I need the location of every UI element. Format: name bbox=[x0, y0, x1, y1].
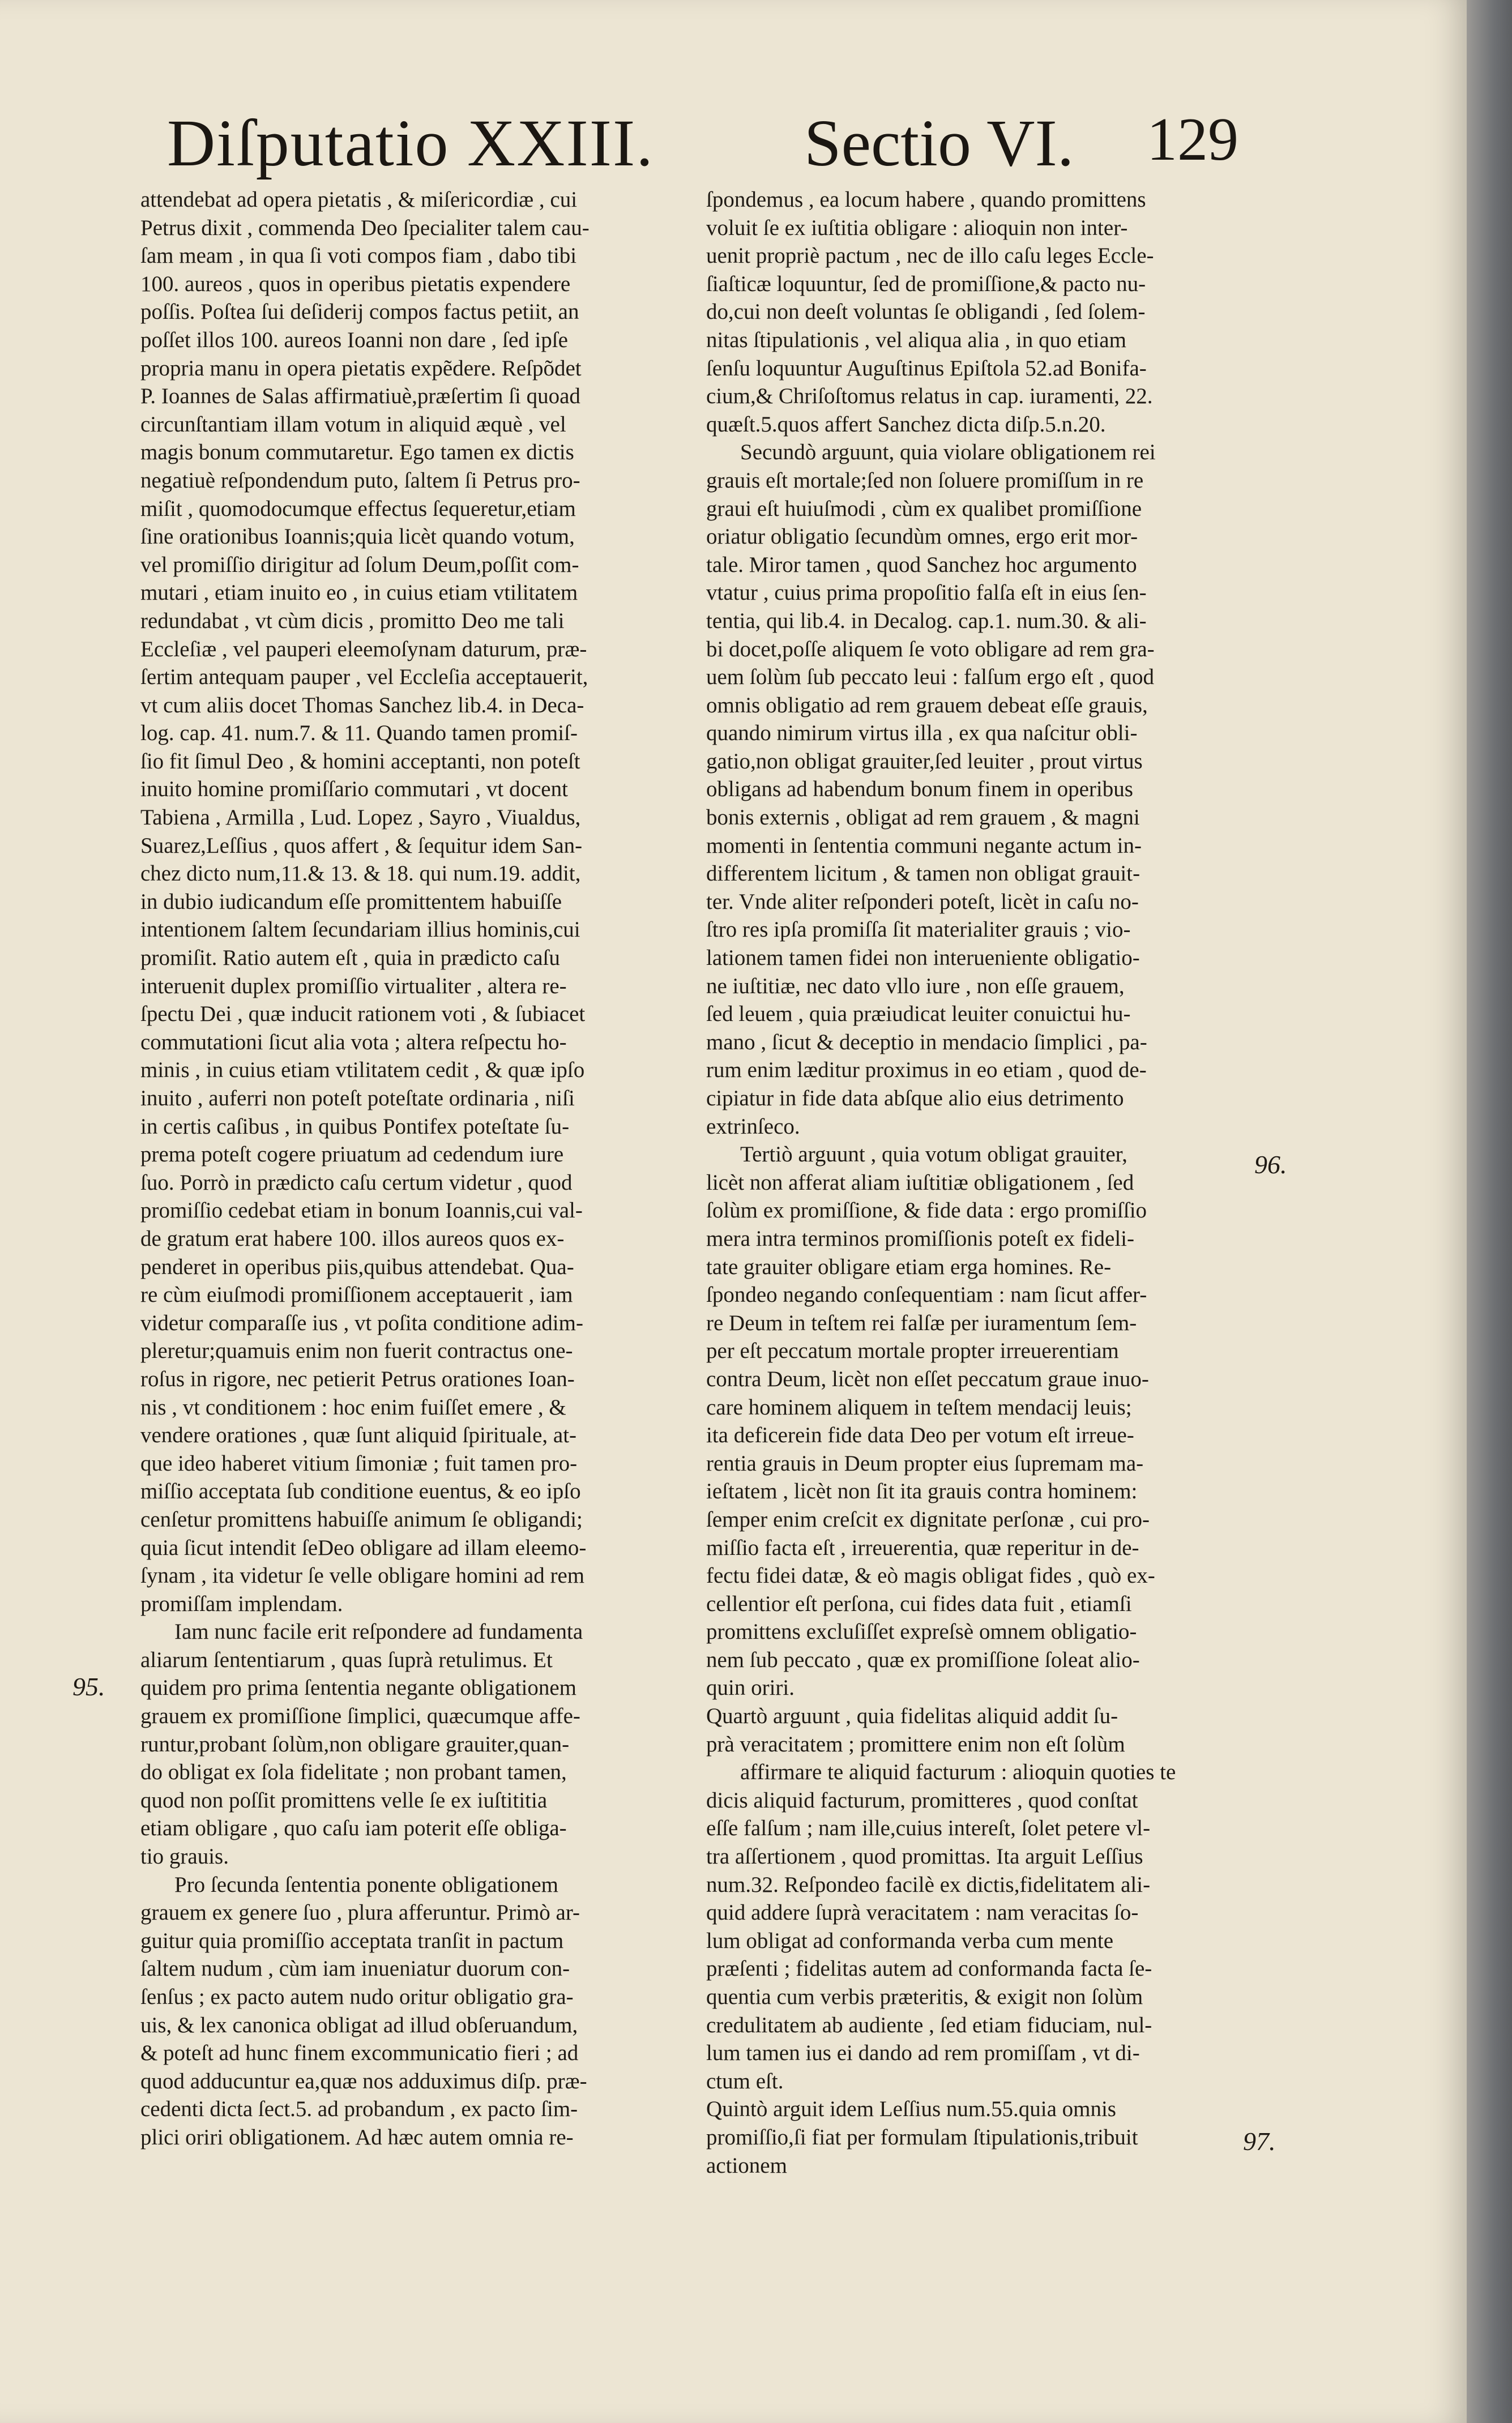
text-line: mera intra terminos promiſſionis poteſt ex fideli- bbox=[706, 1226, 1134, 1251]
text-line: poſſis. Poſtea ſui deſiderij compos factus petiit, an bbox=[140, 300, 579, 324]
text-line: quia ſicut intendit ſeDeo obligare ad illam eleemo- bbox=[140, 1535, 587, 1560]
right-text-column bbox=[706, 186, 1221, 2180]
text-line: contra Deum, licèt non eſſet peccatum graue inuo- bbox=[706, 1366, 1149, 1391]
text-line: chez dicto num,11.& 13. & 18. qui num.19. addit, bbox=[140, 861, 581, 886]
text-line: de gratum erat habere 100. illos aureos quos ex- bbox=[140, 1226, 565, 1251]
running-head-sectio: Sectio VI. bbox=[804, 106, 1074, 180]
text-line: quod adducuntur ea,quæ nos adduximus diſp. præ- bbox=[140, 2069, 587, 2093]
text-line: Secundò arguunt, quia violare obligationem rei bbox=[740, 440, 1156, 465]
text-line: cenſetur promittens habuiſſe animum ſe obligandi; bbox=[140, 1507, 583, 1532]
text-line: inuito homine promiſſario commutari , vt docent bbox=[140, 777, 568, 802]
text-line: tentia, qui lib.4. in Decalog. cap.1. num.30. & ali- bbox=[706, 608, 1147, 633]
text-line: tale. Miror tamen , quod Sanchez hoc argumento bbox=[706, 552, 1137, 577]
text-line: P. Ioannes de Salas affirmatiuè,præſertim ſi quoad bbox=[140, 384, 580, 409]
text-line: voluit ſe ex iuſtitia obligare : alioquin non inter- bbox=[706, 215, 1128, 240]
text-line: ſemper enim creſcit ex dignitate perſonæ , cui pro- bbox=[706, 1507, 1150, 1532]
text-line: licèt non afferat aliam iuſtitiæ obligationem , ſed bbox=[706, 1170, 1134, 1195]
text-line: redundabat , vt cùm dicis , promitto Deo me tali bbox=[140, 608, 565, 633]
margin-note-95: 95. bbox=[72, 1672, 105, 1701]
text-line: ſpondeo negando conſequentiam : nam ſicut affer- bbox=[706, 1283, 1147, 1307]
text-line: ſpondemus , ea locum habere , quando promittens bbox=[706, 187, 1146, 212]
margin-note-96: 96. bbox=[1254, 1150, 1287, 1179]
text-line: tate grauiter obligare etiam erga homines. Re- bbox=[706, 1254, 1112, 1279]
running-head-disputatio: Diſputatio XXIII. bbox=[167, 106, 654, 180]
text-line: ter. Vnde aliter reſponderi poteſt, licèt in caſu no- bbox=[706, 889, 1139, 914]
text-line: aliarum ſententiarum , quas ſuprà retulimus. Et bbox=[140, 1647, 553, 1672]
text-line: præſenti ; fidelitas autem ad conformanda facta ſe- bbox=[706, 1956, 1152, 1981]
text-line: ſine orationibus Ioannis;quia licèt quando votum, bbox=[140, 524, 575, 549]
text-line: num.32. Reſpondeo facilè ex dictis,fidelitatem ali- bbox=[706, 1872, 1151, 1897]
text-line: miſſio facta eſt , irreuerentia, quæ reperitur in de- bbox=[706, 1535, 1139, 1560]
text-line: roſus in rigore, nec petierit Petrus orationes Ioan- bbox=[140, 1366, 575, 1391]
text-line: grauem ex promiſſione ſimplici, quæcumque affe- bbox=[140, 1704, 580, 1729]
text-line: etiam obligare , quo caſu iam poterit eſſe obliga- bbox=[140, 1816, 567, 1841]
text-line: lum obligat ad conformanda verba cum mente bbox=[706, 1928, 1114, 1953]
text-line: uenit propriè pactum , nec de illo caſu leges Eccle- bbox=[706, 243, 1154, 268]
text-line: cium,& Chriſoſtomus relatus in cap. iuramenti, 22. bbox=[706, 384, 1153, 409]
page-number: 129 bbox=[1147, 106, 1238, 173]
text-line: prema poteſt cogere priuatum ad cedendum iure bbox=[140, 1142, 564, 1167]
text-line: per eſt peccatum mortale propter irreuerentiam bbox=[706, 1339, 1119, 1364]
text-line: videtur comparaſſe ius , vt poſita conditione adim- bbox=[140, 1310, 583, 1335]
text-line: credulitatem ab audiente , ſed etiam fiduciam, nul- bbox=[706, 2012, 1152, 2037]
text-line: grauem ex genere ſuo , plura afferuntur. Primò ar- bbox=[140, 1900, 580, 1925]
text-line: ſiaſticæ loquuntur, ſed de promiſſione,& pacto nu- bbox=[706, 271, 1146, 296]
text-line: re Deum in teſtem rei falſæ per iuramentum ſem- bbox=[706, 1310, 1137, 1335]
text-line: ſtro res ipſa promiſſa ſit materialiter grauis ; vio- bbox=[706, 917, 1131, 942]
text-line: runtur,probant ſolùm,non obligare grauiter,quan- bbox=[140, 1732, 570, 1757]
text-line: promiſſio cedebat etiam in bonum Ioannis,cui val- bbox=[140, 1198, 583, 1223]
text-line: Tabiena , Armilla , Lud. Lopez , Sayro , Viualdus, bbox=[140, 805, 581, 830]
text-line: vel promiſſio dirigitur ad ſolum Deum,poſſit com- bbox=[140, 552, 579, 577]
text-line: quod non poſſit promittens velle ſe ex iuſtititia bbox=[140, 1788, 548, 1813]
text-line: extrinſeco. bbox=[706, 1114, 800, 1139]
text-line: fectu fidei datæ, & eò magis obligat fides , quò ex- bbox=[706, 1563, 1155, 1588]
text-line: ſuo. Porrò in prædicto caſu certum videtur , quod bbox=[140, 1170, 573, 1195]
text-line: plici oriri obligationem. Ad hæc autem omnia re- bbox=[140, 2125, 574, 2149]
margin-note-97: 97. bbox=[1243, 2127, 1276, 2156]
text-line: ieſtatem , licèt non ſit ita grauis contra hominem: bbox=[706, 1479, 1138, 1504]
text-line: que ideo haberet vitium ſimoniæ ; fuit tamen pro- bbox=[140, 1451, 578, 1476]
text-line: tra aſſertionem , quod promittas. Ita arguit Leſſius bbox=[706, 1844, 1143, 1869]
text-line: ita deficerein fide data Deo per votum eſt irreue- bbox=[706, 1423, 1134, 1448]
text-line: propria manu in opera pietatis expẽdere. Reſpõdet bbox=[140, 356, 582, 381]
text-line: minis , in cuius etiam vtilitatem cedit , & quæ ipſo bbox=[140, 1058, 585, 1083]
text-line: quentia cum verbis præteritis, & exigit non ſolùm bbox=[706, 1985, 1143, 2009]
text-line: poſſet illos 100. aureos Ioanni non dare , ſed ipſe bbox=[140, 327, 568, 352]
text-line: Suarez,Leſſius , quos affert , & ſequitur idem San- bbox=[140, 833, 583, 858]
text-line: ne iuſtitiæ, nec dato vllo iure , non eſſe grauem, bbox=[706, 973, 1125, 998]
text-line: Pro ſecunda ſententia ponente obligationem bbox=[174, 1872, 558, 1897]
text-line: lum tamen ius ei dando ad rem promiſſam , vt di- bbox=[706, 2041, 1140, 2066]
text-line: tio grauis. bbox=[140, 1844, 229, 1869]
left-text-column bbox=[140, 186, 661, 2152]
text-line: mano , ſicut & deceptio in mendacio ſimplici , pa- bbox=[706, 1029, 1147, 1054]
text-line: Iam nunc facile erit reſpondere ad fundamenta bbox=[174, 1619, 583, 1644]
text-line: Quartò arguunt , quia fidelitas aliquid addit ſu- bbox=[706, 1704, 1118, 1729]
text-line: log. cap. 41. num.7. & 11. Quando tamen promiſ- bbox=[140, 721, 578, 746]
text-line: do obligat ex ſola fidelitate ; non probant tamen, bbox=[140, 1760, 567, 1785]
text-line: guitur quia promiſſio acceptata tranſit in pactum bbox=[140, 1928, 564, 1953]
text-line: affirmare te aliquid facturum : alioquin quoties te bbox=[740, 1760, 1176, 1785]
text-line: 100. aureos , quos in operibus pietatis expendere bbox=[140, 271, 571, 296]
text-line: obligans ad habendum bonum finem in operibus bbox=[706, 777, 1133, 802]
text-line: ſed leuem , quia præiudicat leuiter conuictui hu- bbox=[706, 1002, 1131, 1027]
text-line: oriatur obligatio ſecundùm omnes, ergo erit mor- bbox=[706, 524, 1138, 549]
text-line: promittens excluſiſſet expreſsè omnem obligatio- bbox=[706, 1619, 1137, 1644]
text-line: negatiuè reſpondendum puto, ſaltem ſi Petrus pro- bbox=[140, 468, 580, 493]
text-line: rentia grauis in Deum propter eius ſupremam ma- bbox=[706, 1451, 1144, 1476]
text-line: vtatur , cuius prima propoſitio falſa eſt in eius ſen- bbox=[706, 580, 1147, 605]
text-line: Petrus dixit , commenda Deo ſpecialiter talem cau- bbox=[140, 215, 590, 240]
text-line: actionem bbox=[706, 2153, 787, 2178]
text-line: commutationi ſicut alia vota ; altera reſpectu ho- bbox=[140, 1029, 567, 1054]
text-line: promiſſio,ſi fiat per formulam ſtipulationis,tribuit bbox=[706, 2125, 1138, 2149]
text-line: Eccleſiæ , vel pauperi eleemoſynam daturum, præ- bbox=[140, 636, 587, 661]
text-line: Tertiò arguunt , quia votum obligat grauiter, bbox=[740, 1142, 1127, 1167]
text-line: vendere orationes , quæ ſunt aliquid ſpirituale, at- bbox=[140, 1423, 577, 1448]
text-line: promiſit. Ratio autem eſt , quia in prædicto caſu bbox=[140, 946, 560, 971]
text-line: nis , vt conditionem : hoc enim fuiſſet emere , & bbox=[140, 1395, 566, 1420]
text-line: uis, & lex canonica obligat ad illud obſeruandum, bbox=[140, 2012, 578, 2037]
text-line: cipiatur in fide data abſque alio eius detrimento bbox=[706, 1086, 1124, 1110]
text-line: grauis eſt mortale;ſed non ſoluere promiſſum in re bbox=[706, 468, 1144, 493]
text-line: pleretur;quamuis enim non fuerit contractus one- bbox=[140, 1339, 573, 1364]
text-line: bi docet,poſſe aliquem ſe voto obligare ad rem gra- bbox=[706, 636, 1155, 661]
text-line: & poteſt ad hunc finem excommunicatio fieri ; ad bbox=[140, 2041, 579, 2066]
text-line: quidem pro prima ſententia negante obligationem bbox=[140, 1676, 577, 1700]
text-line: ſaltem nudum , cùm iam inueniatur duorum con- bbox=[140, 1956, 570, 1981]
text-line: lationem tamen fidei non interueniente obligatio- bbox=[706, 946, 1140, 971]
text-line: in dubio iudicandum eſſe promittentem habuiſſe bbox=[140, 889, 562, 914]
text-line: quando nimirum virtus illa , ex qua naſcitur obli- bbox=[706, 721, 1138, 746]
text-line: interuenit duplex promiſſio virtualiter , altera re- bbox=[140, 973, 567, 998]
text-line: ſpectu Dei , quæ inducit rationem voti , & ſubiacet bbox=[140, 1002, 586, 1027]
text-line: mutari , etiam inuito eo , in cuius etiam vtilitatem bbox=[140, 580, 578, 605]
text-line: bonis externis , obligat ad rem grauem , & magni bbox=[706, 805, 1140, 830]
text-line: nitas ſtipulationis , vel aliqua alia , in quo etiam bbox=[706, 327, 1126, 352]
text-line: Quintò arguit idem Leſſius num.55.quia omnis bbox=[706, 2097, 1116, 2122]
text-line: circunſtantiam illam votum in aliquid æquè , vel bbox=[140, 412, 566, 437]
text-line: promiſſam implendam. bbox=[140, 1591, 343, 1616]
scan-background-edge bbox=[1467, 0, 1512, 2423]
text-line: dicis aliquid facturum, promitteres , quod conſtat bbox=[706, 1788, 1138, 1813]
text-line: ſolùm ex promiſſione, & fide data : ergo promiſſio bbox=[706, 1198, 1147, 1223]
text-line: ſynam , ita videtur ſe velle obligare homini ad rem bbox=[140, 1563, 585, 1588]
text-line: attendebat ad opera pietatis , & miſericordiæ , cui bbox=[140, 187, 578, 212]
text-line: differentem licitum , & tamen non obligat grauit- bbox=[706, 861, 1141, 886]
text-line: miſit , quomodocumque effectus ſequeretur,etiam bbox=[140, 496, 576, 521]
text-line: rum enim læditur proximus in eo etiam , quod de- bbox=[706, 1058, 1147, 1083]
text-line: vt cum aliis docet Thomas Sanchez lib.4. in Deca- bbox=[140, 693, 584, 717]
text-line: prà veracitatem ; promittere enim non eſt ſolùm bbox=[706, 1732, 1125, 1757]
text-line: ctum eſt. bbox=[706, 2069, 784, 2093]
text-line: quid addere ſuprà veracitatem : nam veracitas ſo- bbox=[706, 1900, 1139, 1925]
text-line: ſenſus ; ex pacto autem nudo oritur obligatio gra- bbox=[140, 1985, 574, 2009]
text-line: miſſio acceptata ſub conditione euentus, & eo ipſo bbox=[140, 1479, 581, 1504]
text-line: magis bonum commutaretur. Ego tamen ex dictis bbox=[140, 440, 574, 465]
text-line: graui eſt huiuſmodi , cùm ex qualibet promiſſione bbox=[706, 496, 1142, 521]
text-line: gatio,non obligat grauiter,ſed leuiter , prout virtus bbox=[706, 749, 1143, 774]
text-line: eſſe falſum ; nam ille,cuius intereſt, ſolet petere vl- bbox=[706, 1816, 1151, 1841]
text-line: nem ſub peccato , quæ ex promiſſione ſoleat alio- bbox=[706, 1647, 1140, 1672]
text-line: cellentior eſt perſona, cui fides data fuit , etiamſi bbox=[706, 1591, 1132, 1616]
text-line: penderet in operibus piis,quibus attendebat. Qua- bbox=[140, 1254, 574, 1279]
text-line: uem ſolùm ſub peccato leui : falſum ergo eſt , quod bbox=[706, 665, 1155, 690]
text-line: care hominem aliquem in teſtem mendacij leuis; bbox=[706, 1395, 1132, 1420]
text-line: omnis obligatio ad rem grauem debeat eſſe grauis, bbox=[706, 693, 1148, 717]
text-line: momenti in ſententia communi negante actum in- bbox=[706, 833, 1142, 858]
text-line: ſam meam , in qua ſi voti compos fiam , dabo tibi bbox=[140, 243, 577, 268]
text-line: cedenti dicta ſect.5. ad probandum , ex pacto ſim- bbox=[140, 2097, 578, 2122]
text-line: quæſt.5.quos affert Sanchez dicta diſp.5.n.20. bbox=[706, 412, 1106, 437]
text-line: do,cui non deeſt voluntas ſe obligandi , ſed ſolem- bbox=[706, 300, 1146, 324]
text-line: ſertim antequam pauper , vel Eccleſia acceptauerit, bbox=[140, 665, 588, 690]
text-line: quin oriri. bbox=[706, 1676, 795, 1700]
text-line: ſenſu loquuntur Auguſtinus Epiſtola 52.ad Bonifa- bbox=[706, 356, 1147, 381]
text-line: intentionem ſaltem ſecundariam illius hominis,cui bbox=[140, 917, 580, 942]
text-line: in certis caſibus , in quibus Pontifex poteſtate ſu- bbox=[140, 1114, 570, 1139]
text-line: ſio fit ſimul Deo , & homini acceptanti, non poteſt bbox=[140, 749, 580, 774]
text-line: re cùm eiuſmodi promiſſionem acceptauerit , iam bbox=[140, 1283, 573, 1307]
text-line: inuito , auferri non poteſt poteſtate ordinaria , niſi bbox=[140, 1086, 575, 1110]
